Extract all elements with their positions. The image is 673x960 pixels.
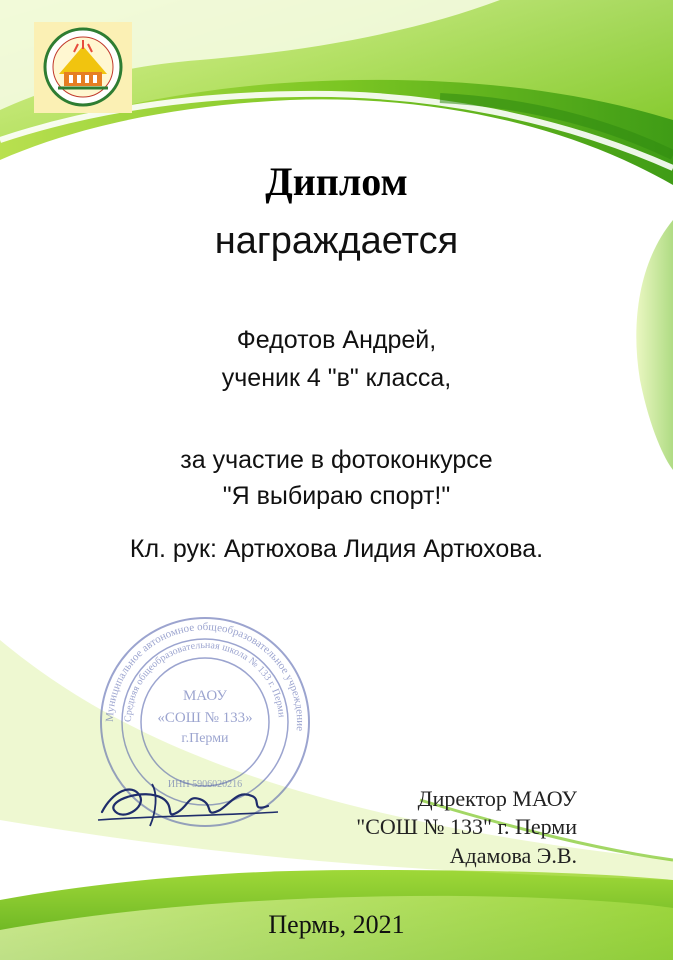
- director-name: Адамова Э.В.: [449, 843, 577, 868]
- place-and-year: Пермь, 2021: [268, 910, 405, 939]
- class-teacher: Кл. рук: Артюхова Лидия Артюхова.: [129, 535, 544, 563]
- stamp-center-line-2: «СОШ № 133»: [157, 710, 253, 726]
- stamp-center-line-1: МАОУ: [182, 688, 228, 704]
- director-position-line-1: Директор МАОУ: [417, 786, 577, 811]
- stamp-center-line-3: г.Перми: [181, 731, 229, 746]
- school-logo: [34, 22, 132, 113]
- stamp-outer-text: Муниципальное автономное общеобразовательное учреждение: [103, 620, 307, 732]
- director-position-line-2: "СОШ № 133" г. Перми: [356, 814, 577, 839]
- reason-line-2: "Я выбираю спорт!": [222, 482, 451, 510]
- awarded-subtitle: награждается: [214, 220, 459, 262]
- reason-line-1: за участие в фотоконкурсе: [180, 446, 493, 474]
- stamp-inn: ИНН 5906020216: [167, 779, 243, 790]
- stamp-inner-text: Средняя общеобразовательная школа № 133 г. Перми: [122, 639, 287, 723]
- recipient-class: ученик 4 "в" класса,: [221, 364, 452, 392]
- diploma-title: Диплом: [265, 159, 408, 204]
- recipient-name: Федотов Андрей,: [236, 326, 437, 354]
